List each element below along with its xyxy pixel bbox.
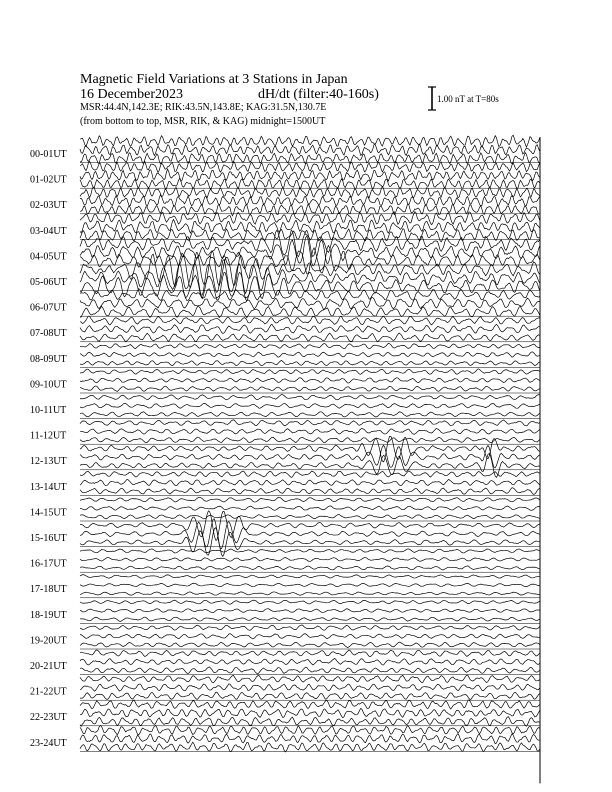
- trace-msr: [80, 386, 540, 391]
- hour-tick-label: 07-08UT: [30, 328, 67, 340]
- hour-tick-label: 20-21UT: [30, 661, 67, 672]
- trace-msr: [80, 229, 540, 242]
- trace-rik: [80, 324, 540, 333]
- scale-bar-label: 1.00 nT at T=80s: [437, 94, 499, 104]
- trace-rik: [80, 479, 540, 485]
- trace-rik: [80, 352, 540, 357]
- trace-msr: [80, 592, 540, 595]
- trace-kag: [80, 725, 540, 735]
- trace-rik: [80, 583, 540, 586]
- trace-kag: [80, 625, 540, 630]
- hour-tick-label: 15-16UT: [30, 533, 67, 544]
- hour-tick-label: 14-15UT: [30, 507, 67, 519]
- trace-kag: [80, 700, 540, 709]
- hour-tick-label: 10-11UT: [30, 405, 67, 416]
- trace-rik: [80, 297, 540, 309]
- trace-kag: [80, 575, 540, 579]
- trace-kag: [80, 549, 540, 553]
- trace-msr: [80, 742, 540, 752]
- trace-rik: [80, 428, 540, 434]
- trace-kag: [80, 343, 540, 348]
- trace-rik: [80, 609, 540, 613]
- hour-tick-label: 00-01UT: [30, 149, 67, 160]
- trace-kag: [80, 497, 540, 502]
- trace-kag: [80, 471, 540, 477]
- trace-msr: [80, 514, 540, 518]
- trace-msr: [80, 360, 540, 365]
- trace-rik: [80, 403, 540, 408]
- chart-parameter: dH/dt (filter:40-160s): [258, 87, 379, 102]
- hour-tick-label: 17-18UT: [30, 584, 67, 596]
- trace-kag: [80, 394, 540, 399]
- hour-tick-label: 08-09UT: [30, 353, 67, 365]
- hour-tick-label: 09-10UT: [30, 379, 67, 391]
- trace-msr: [80, 153, 540, 164]
- trace-msr: [80, 437, 540, 443]
- trace-lines: [80, 135, 540, 752]
- hour-tick-label: 12-13UT: [30, 456, 67, 468]
- trace-rik: [80, 658, 540, 665]
- trace-rik: [80, 378, 540, 383]
- hour-tick-label: 23-24UT: [30, 737, 67, 749]
- scale-bar: [428, 87, 436, 110]
- trace-kag: [80, 675, 540, 683]
- trace-kag: [80, 369, 540, 374]
- hour-tick-label: 16-17UT: [30, 558, 67, 570]
- trace-msr: [80, 667, 540, 674]
- trace-kag: [80, 600, 540, 604]
- hour-tick-label: 13-14UT: [30, 481, 67, 493]
- chart-date: 16 December2023: [80, 87, 184, 102]
- trace-rik: [80, 236, 540, 266]
- trace-rik: [80, 506, 540, 511]
- trace-rik: [80, 634, 540, 639]
- trace-rik: [80, 684, 540, 691]
- hour-tick-label: 06-07UT: [30, 302, 67, 314]
- hour-tick-label: 19-20UT: [30, 635, 67, 647]
- trace-msr: [80, 692, 540, 699]
- hour-tick-label: 03-04UT: [30, 225, 67, 237]
- trace-msr: [80, 566, 540, 570]
- chart-title: Magnetic Field Variations at 3 Stations in Japan: [80, 72, 348, 87]
- trace-msr: [80, 488, 540, 495]
- trace-kag: [80, 650, 540, 657]
- hour-tick-label: 05-06UT: [30, 277, 67, 288]
- trace-msr: [80, 642, 540, 647]
- trace-rik: [80, 734, 540, 744]
- trace-rik: [80, 557, 540, 561]
- trace-msr: [80, 717, 540, 727]
- trace-rik: [80, 519, 540, 549]
- trace-kag: [80, 135, 540, 147]
- hour-tick-labels: [30, 149, 67, 749]
- trace-msr: [80, 412, 540, 417]
- trace-order-note: (from bottom to top, MSR, RIK, & KAG) midnight=1500UT: [80, 116, 326, 127]
- trace-kag: [80, 316, 540, 325]
- hour-tick-label: 11-12UT: [30, 430, 67, 442]
- trace-rik: [80, 708, 540, 717]
- trace-msr: [80, 617, 540, 621]
- hour-tick-label: 22-23UT: [30, 712, 67, 724]
- trace-msr: [80, 333, 540, 342]
- trace-msr: [80, 272, 540, 301]
- station-coordinates: MSR:44.4N,142.3E; RIK:43.5N,143.8E; KAG:31.5N,130.7E: [80, 102, 327, 113]
- trace-rik: [80, 195, 540, 206]
- hour-tick-label: 01-02UT: [30, 174, 67, 186]
- hour-tick-label: 18-19UT: [30, 609, 67, 621]
- hour-tick-label: 21-22UT: [30, 686, 67, 698]
- hour-tick-label: 02-03UT: [30, 200, 67, 212]
- trace-kag: [80, 420, 540, 426]
- trace-rik: [80, 445, 540, 468]
- hour-tick-label: 04-05UT: [30, 251, 67, 263]
